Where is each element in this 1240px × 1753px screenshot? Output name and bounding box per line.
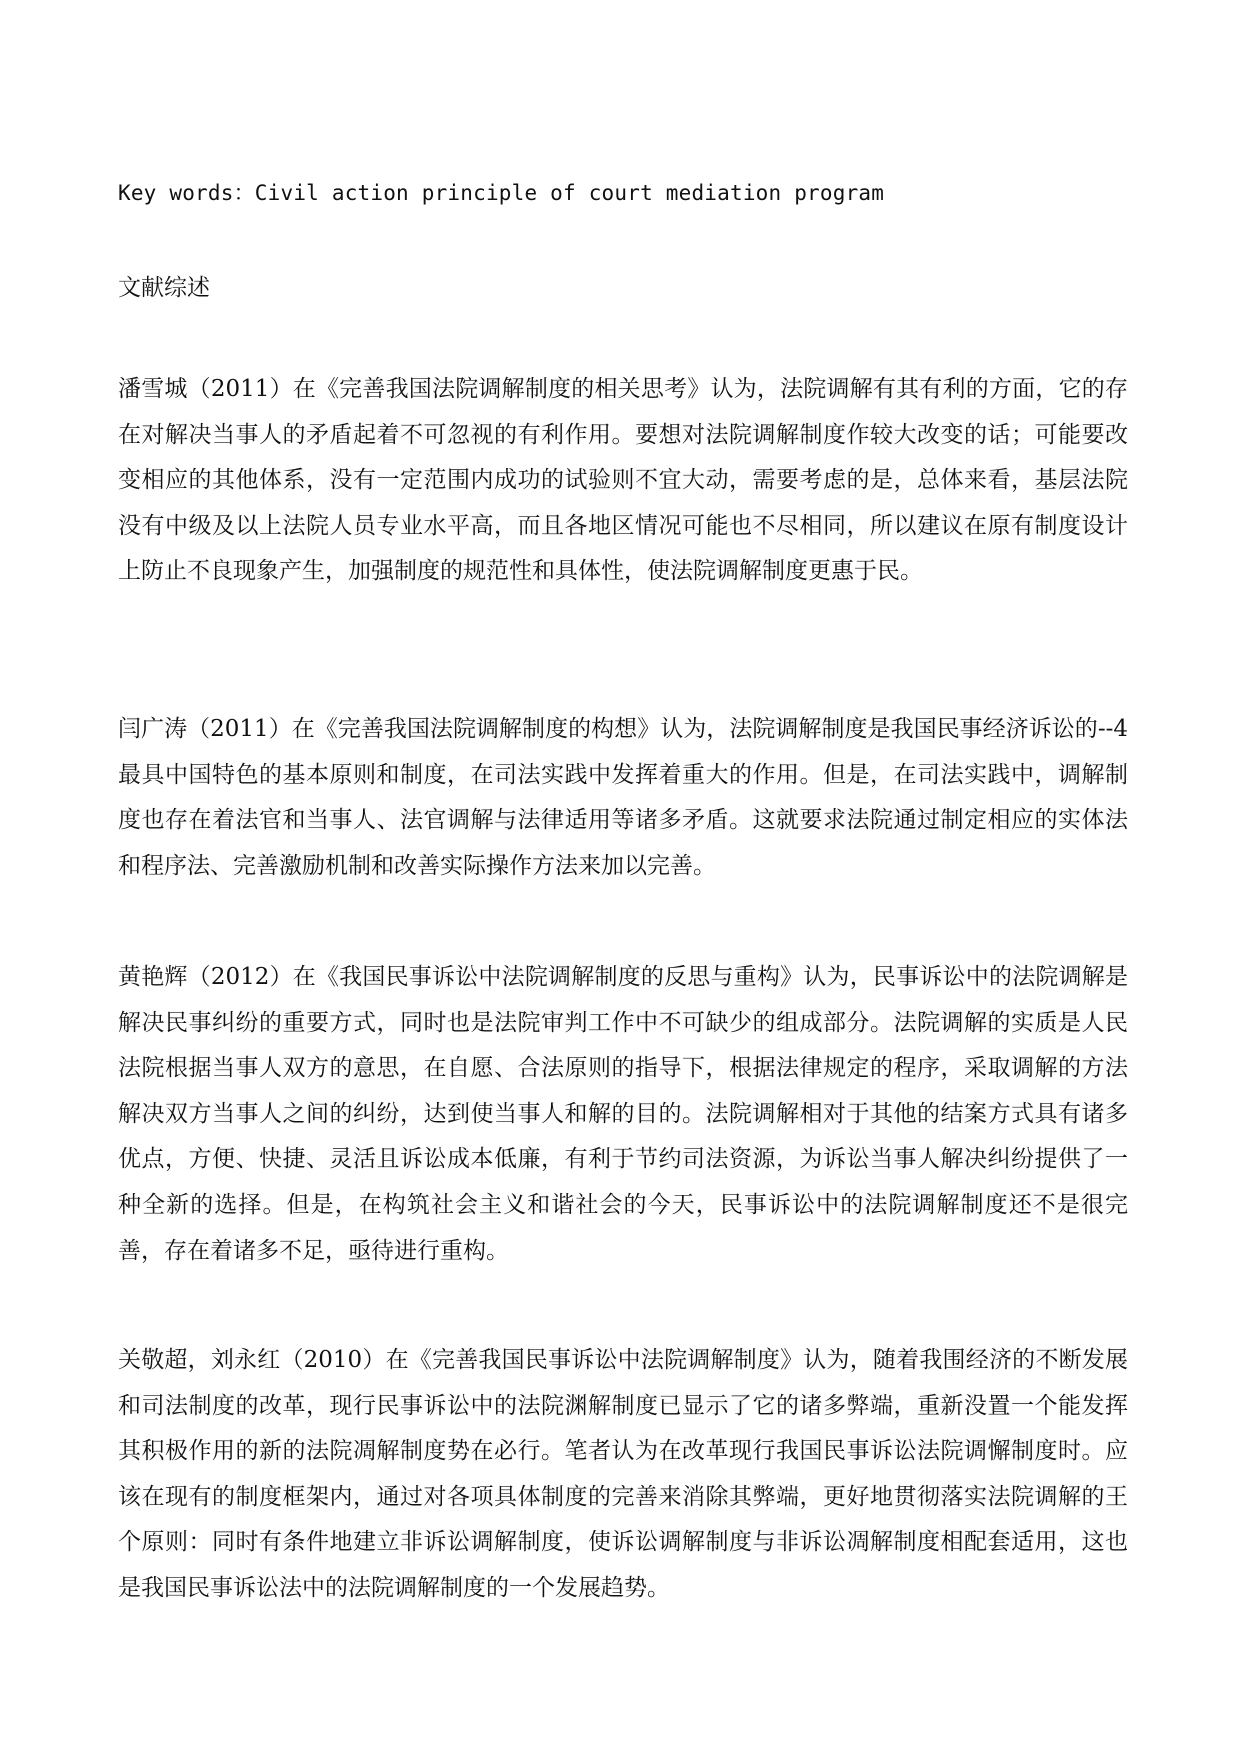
paragraph-1: 潘雪城（2011）在《完善我国法院调解制度的相关思考》认为，法院调解有其有利的方面，它的存在对解决当事人的矛盾起着不可忽视的有利作用。要想对法院调解制度作较大改变的话；可能要改变相应的其他体系，没有一定范围内成功的试验则不宜大动，需要考虑的是，总体来看，基层法院没有中级及以上法院人员专业水平高，而且各地区情况可能也不尽相同，所以建议在原有制度设计上防止不良现象产生，加强制度的规范性和具体性，使法院调解制度更惠于民。 (118, 376, 1128, 585)
keywords-line: Key words：Civil action principle of court mediation program (118, 181, 885, 205)
paragraph-4: 关敬超，刘永红（2010）在《完善我国民事诉讼中法院调解制度》认为，随着我围经济的不断发展和司法制度的改革，现行民事诉讼中的法院渊解制度已显示了它的诸多弊端，重新没置一个能发挥其积极作用的新的法院凋解制度势在必行。笔者认为在改革现行我国民事诉讼法院调懈制度时。应该在现有的制度框架内，通过对各项具体制度的完善来消除其弊端，更好地贯彻落实法院调解的王个原则：同时有条件地建立非诉讼调解制度，使诉讼调解制度与非诉讼凋解制度相配套适用，这也是我国民事诉讼法中的法院调解制度的一个发展趋势。 (118, 1347, 1128, 1601)
section-title: 文献综述 (118, 275, 210, 301)
paragraph-2: 闫广涛（2011）在《完善我国法院调解制度的构想》认为，法院调解制度是我国民事经济诉讼的--4 最具中国特色的基本原则和制度，在司法实践中发挥着重大的作用。但是，在司法实践中，调解制度也存在着法官和当事人、法官调解与法律适用等诸多矛盾。这就要求法院通过制定相应的实体法和程序法、完善激励机制和改善实际操作方法来加以完善。 (118, 716, 1128, 879)
paragraph-3: 黄艳辉（2012）在《我国民事诉讼中法院调解制度的反思与重构》认为，民事诉讼中的法院调解是解决民事纠纷的重要方式，同时也是法院审判工作中不可缺少的组成部分。法院调解的实质是人民法院根据当事人双方的意思，在自愿、合法原则的指导下，根据法律规定的程序，采取调解的方法解决双方当事人之间的纠纷，达到使当事人和解的目的。法院调解相对于其他的结案方式具有诸多优点，方便、快捷、灵活且诉讼成本低廉，有利于节约司法资源，为诉讼当事人解决纠纷提供了一种全新的选择。但是，在构筑社会主义和谐社会的今天，民事诉讼中的法院调解制度还不是很完善，存在着诸多不足，亟待进行重构。 (118, 964, 1128, 1264)
